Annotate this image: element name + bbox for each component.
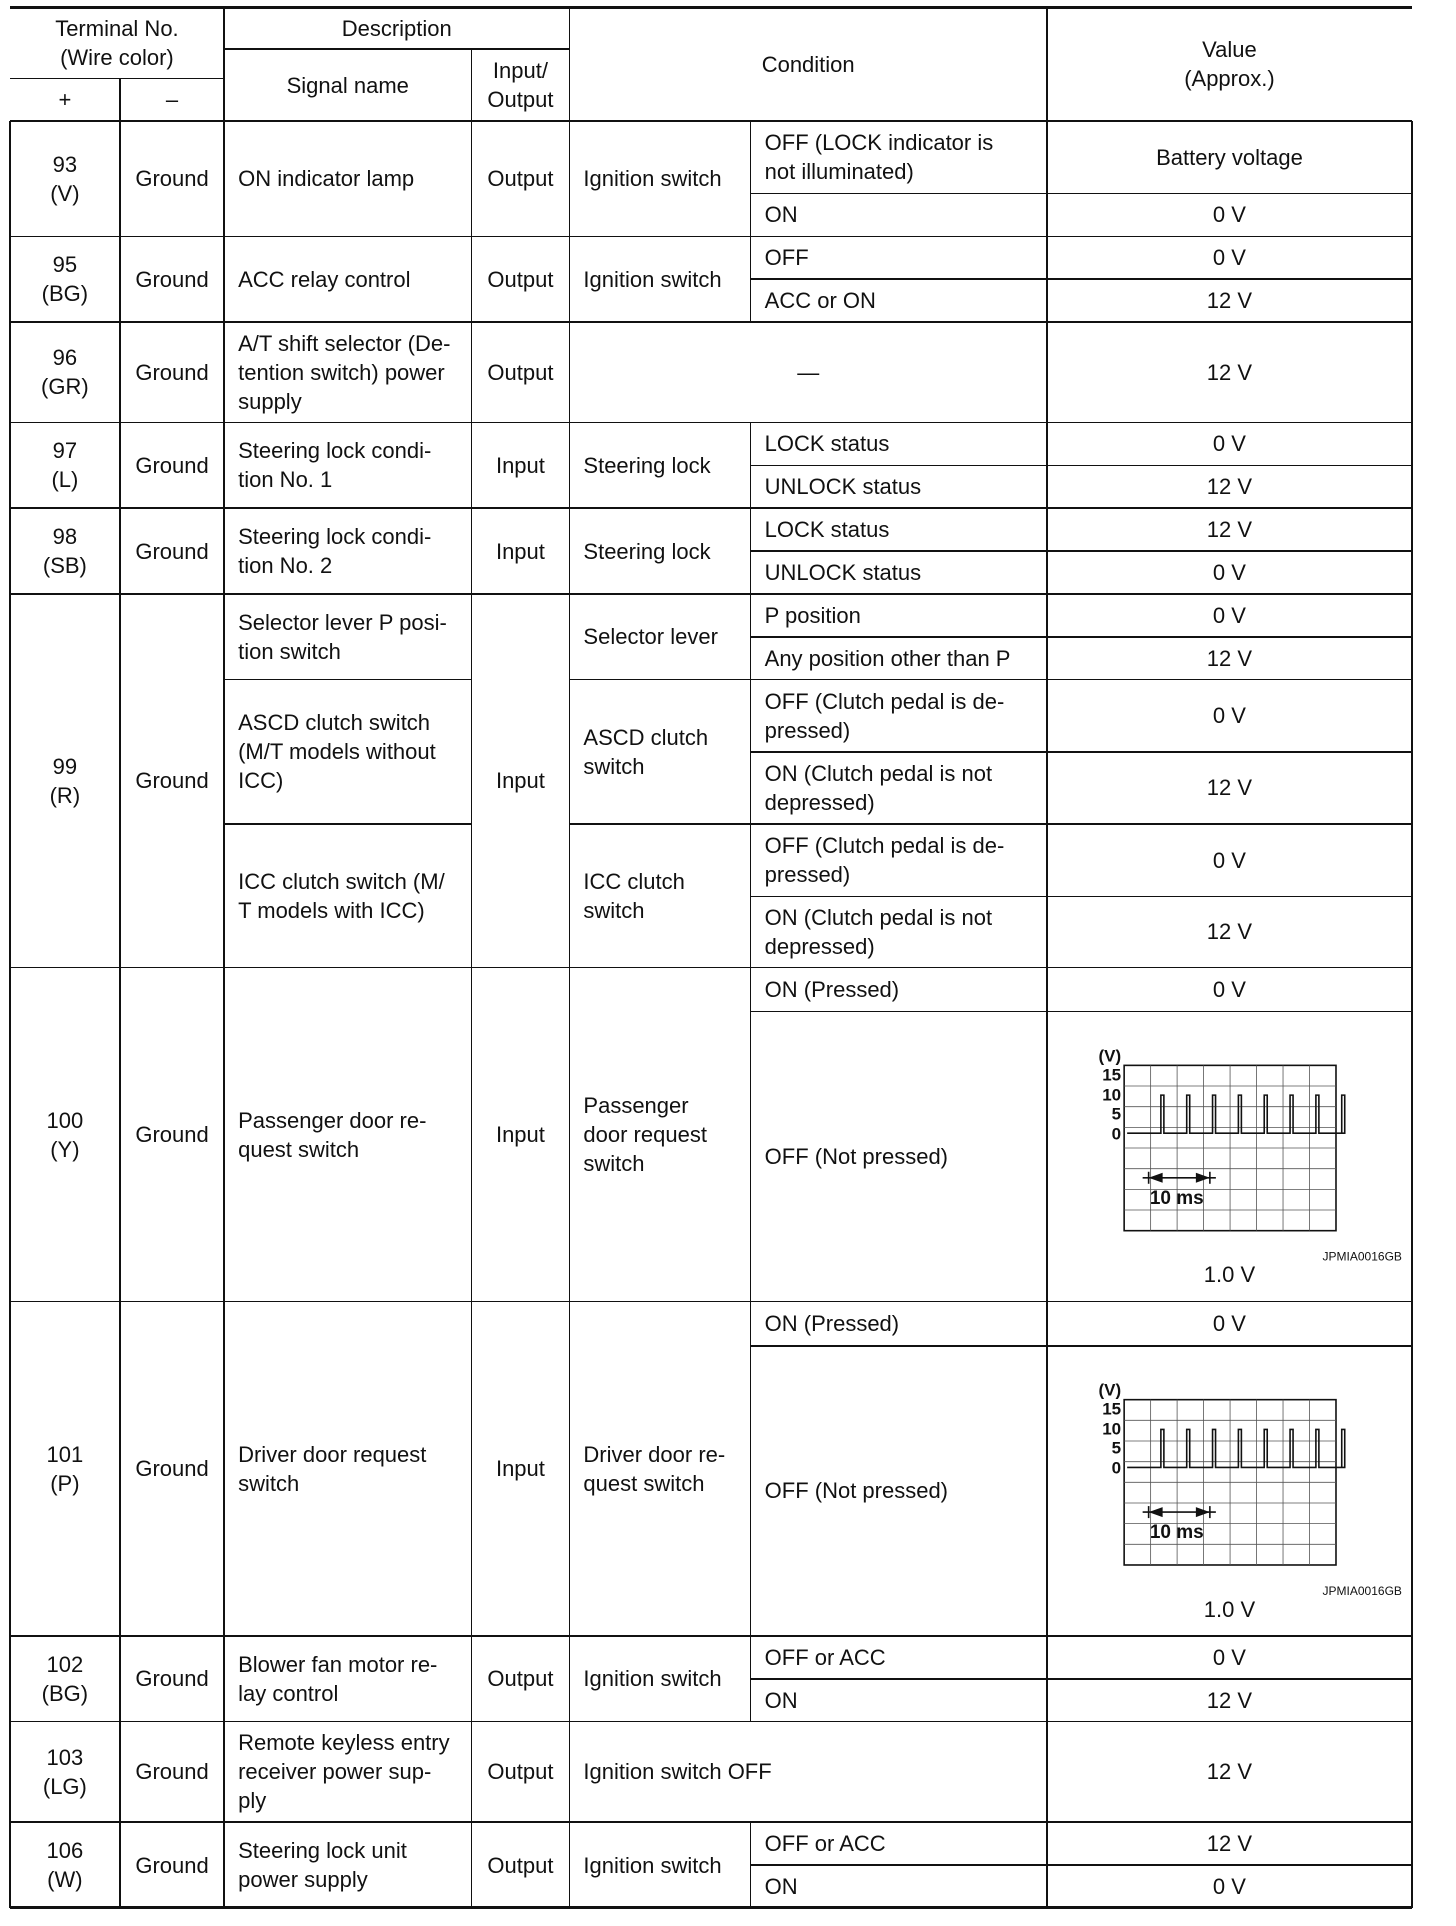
- condition-sub: [751, 1822, 1047, 1865]
- value-text-line: 0 V: [1212, 847, 1246, 873]
- value-text-line: 12 V: [1206, 645, 1253, 671]
- ground-label: [120, 1302, 224, 1636]
- condition-sub: [751, 1679, 1047, 1722]
- signal-name-line: ICC clutch switch (M/: [238, 868, 445, 894]
- condition-main: [569, 680, 750, 824]
- value-text: [1047, 896, 1412, 967]
- signal-name-line: ply: [238, 1788, 267, 1814]
- condition-main-line: ASCD clutch: [583, 724, 709, 750]
- condition-main-line: Ignition switch: [583, 166, 722, 192]
- waveform-frame: [1124, 1400, 1336, 1565]
- condition-sub-line: UNLOCK status: [764, 559, 922, 585]
- value-text-line: 0 V: [1212, 976, 1246, 1002]
- terminal-no-line: 97: [52, 438, 78, 464]
- condition-sub: [751, 896, 1047, 967]
- value-text-line: 0 V: [1212, 602, 1246, 628]
- signal-name-line: Steering lock condi-: [238, 438, 432, 464]
- ground-label: [120, 322, 224, 422]
- input-output-line: Input: [495, 1456, 545, 1482]
- condition-sub-line: depressed): [764, 933, 875, 959]
- value-text: [1047, 508, 1412, 551]
- condition-sub-line: ON (Clutch pedal is not: [764, 760, 993, 786]
- value-text: [1047, 1722, 1412, 1822]
- signal-name-line: Driver door request: [238, 1441, 427, 1467]
- header-description: [224, 7, 569, 49]
- terminal-no-line: 99: [52, 753, 78, 779]
- condition-main: [569, 422, 750, 508]
- signal-name-line: Passenger door re-: [238, 1107, 427, 1133]
- header-value-line: (Approx.): [1184, 66, 1275, 92]
- terminal-no-line: (V): [50, 180, 80, 206]
- value-text: [1047, 236, 1412, 279]
- condition-main-line: Passenger: [583, 1093, 689, 1119]
- value-text-line: 12 V: [1206, 1759, 1253, 1785]
- condition-sub-line: LOCK status: [764, 431, 890, 457]
- terminal-no: [10, 236, 120, 322]
- header-input-output: [471, 49, 569, 121]
- condition-sub-line: OFF (LOCK indicator is: [764, 130, 994, 156]
- value-text-line: 12 V: [1206, 1687, 1253, 1713]
- signal-name-line: ICC): [238, 768, 284, 794]
- value-text: [1047, 1865, 1412, 1908]
- terminal-no-line: (L): [51, 467, 79, 493]
- waveform-y-unit: (V): [1098, 1046, 1122, 1066]
- waveform-frame: [1124, 1065, 1336, 1230]
- condition-sub: [751, 967, 1047, 1011]
- terminal-no: [10, 967, 120, 1301]
- header-signal-name: [224, 49, 471, 121]
- value-text-line: 0 V: [1212, 559, 1246, 585]
- signal-name-line: Steering lock condi-: [238, 524, 432, 550]
- time-marker-arrow: [1149, 1173, 1163, 1183]
- input-output: [471, 422, 569, 508]
- terminal-no: [10, 1722, 120, 1822]
- condition-sub: [751, 637, 1047, 680]
- signal-name: [224, 1822, 471, 1908]
- signal-name-line: A/T shift selector (De-: [238, 330, 451, 356]
- ground-label-line: Ground: [135, 359, 209, 385]
- condition-main-line: switch: [583, 753, 645, 779]
- terminal-no: [10, 1302, 120, 1636]
- condition-sub-line: ON: [764, 1873, 798, 1899]
- condition-sub-line: ON (Pressed): [764, 976, 900, 1002]
- signal-name-line: switch: [238, 1470, 300, 1496]
- signal-name-line: T models with ICC): [238, 897, 425, 923]
- input-output-line: Output: [487, 1759, 554, 1785]
- condition-sub: [751, 551, 1047, 594]
- condition-sub-line: P position: [764, 602, 861, 628]
- value-text: [1047, 637, 1412, 680]
- ground-label-line: Ground: [135, 538, 209, 564]
- value-text: [1047, 1253, 1412, 1297]
- terminal-no-line: (GR): [41, 374, 89, 400]
- condition-sub-line: OFF (Clutch pedal is de-: [764, 688, 1005, 714]
- signal-name-line: tion No. 1: [238, 467, 333, 493]
- terminal-no-line: 98: [52, 524, 78, 550]
- condition-sub-line: depressed): [764, 789, 875, 815]
- terminal-no: [10, 422, 120, 508]
- condition-sub-line: pressed): [764, 717, 851, 743]
- ground-label-line: Ground: [135, 1456, 209, 1482]
- value-text-line: 0 V: [1212, 431, 1246, 457]
- signal-name: [224, 594, 471, 680]
- condition-main: [569, 1822, 750, 1908]
- header-terminal-no: [10, 7, 224, 78]
- value-text-line: 12 V: [1206, 359, 1253, 385]
- value-text: [1047, 551, 1412, 594]
- signal-name-line: (M/T models without: [238, 739, 436, 765]
- input-output-line: Output: [487, 266, 554, 292]
- terminal-no-line: (BG): [41, 1680, 89, 1706]
- value-text-line: 0 V: [1212, 1644, 1246, 1670]
- input-output: [471, 322, 569, 422]
- value-text-line: 0 V: [1212, 1873, 1246, 1899]
- terminal-no-line: (R): [49, 782, 81, 808]
- input-output: [471, 236, 569, 322]
- table-rule: [1411, 967, 1413, 1301]
- condition-sub-line: OFF (Not pressed): [764, 1478, 949, 1504]
- waveform-y-tick: 5: [1111, 1438, 1122, 1458]
- input-output: [471, 121, 569, 236]
- header-description-line: Description: [341, 15, 452, 41]
- terminal-no-line: 103: [46, 1744, 84, 1770]
- ground-label: [120, 1636, 224, 1722]
- input-output: [471, 967, 569, 1301]
- input-output-line: Input: [495, 768, 545, 794]
- header-minus: [120, 78, 224, 121]
- condition-sub-line: UNLOCK status: [764, 474, 922, 500]
- condition-sub: [751, 1302, 1047, 1346]
- value-text: [1047, 680, 1412, 752]
- header-signal-name-line: Signal name: [286, 72, 409, 98]
- input-output-line: Output: [487, 166, 554, 192]
- condition-main: [569, 121, 750, 236]
- terminal-no: [10, 1822, 120, 1908]
- input-output-line: Output: [487, 359, 554, 385]
- terminal-no: [10, 508, 120, 594]
- condition-sub: [751, 279, 1047, 322]
- header-value: [1047, 7, 1412, 121]
- header-condition-line: Condition: [761, 51, 855, 77]
- condition-main: [569, 594, 750, 680]
- input-output-line: Input: [495, 1122, 545, 1148]
- terminal-no-line: (LG): [42, 1773, 87, 1799]
- condition-sub: [751, 465, 1047, 508]
- signal-name-line: quest switch: [238, 1136, 360, 1162]
- condition-main-line: door request: [583, 1122, 707, 1148]
- condition-sub-line: Any position other than P: [764, 645, 1011, 671]
- condition-text: [569, 1722, 1047, 1822]
- condition-sub: [751, 1636, 1047, 1679]
- value-text-line: 1.0 V: [1203, 1262, 1256, 1288]
- value-text-line: 0 V: [1212, 1311, 1246, 1337]
- signal-name-line: tention switch) power: [238, 359, 445, 385]
- header-plus: [10, 78, 120, 121]
- value-text: [1047, 322, 1412, 422]
- terminal-no-line: 100: [46, 1107, 84, 1133]
- input-output-line: Output: [487, 1852, 554, 1878]
- value-text: [1047, 1636, 1412, 1679]
- waveform-y-tick: 15: [1102, 1399, 1122, 1419]
- ground-label-line: Ground: [135, 452, 209, 478]
- condition-sub: [751, 1346, 1047, 1636]
- header-terminal-no-line: (Wire color): [60, 44, 174, 70]
- terminal-no-line: (Y): [50, 1136, 80, 1162]
- waveform-y-tick: 10: [1102, 1085, 1122, 1105]
- condition-main: [569, 1636, 750, 1722]
- condition-sub-line: ACC or ON: [764, 288, 876, 314]
- value-text: [1047, 594, 1412, 637]
- time-marker-arrow: [1196, 1173, 1210, 1183]
- condition-sub: [751, 594, 1047, 637]
- time-marker-arrow: [1149, 1507, 1163, 1517]
- ground-label: [120, 121, 224, 236]
- condition-sub-line: not illuminated): [764, 159, 914, 185]
- table-rule: [1046, 7, 1048, 121]
- signal-name: [224, 967, 471, 1301]
- waveform-trace: [1127, 1095, 1345, 1133]
- condition-sub: [751, 1865, 1047, 1908]
- condition-main-line: ICC clutch: [583, 868, 685, 894]
- terminal-no-line: 96: [52, 345, 78, 371]
- value-text-line: 0 V: [1212, 202, 1246, 228]
- header-minus-line: –: [165, 87, 179, 113]
- condition-main-line: Steering lock: [583, 452, 711, 478]
- terminal-no-line: 101: [46, 1441, 84, 1467]
- waveform-y-unit: (V): [1098, 1380, 1122, 1400]
- terminal-no: [10, 1636, 120, 1722]
- terminal-no-line: (SB): [42, 553, 87, 579]
- condition-sub: [751, 752, 1047, 824]
- waveform-y-tick: 10: [1102, 1419, 1122, 1439]
- signal-name-line: receiver power sup-: [238, 1759, 432, 1785]
- condition-sub-line: OFF or ACC: [764, 1831, 886, 1857]
- condition-text-line: —: [797, 359, 820, 385]
- condition-sub-line: ON (Pressed): [764, 1311, 900, 1337]
- value-text-line: 12 V: [1206, 288, 1253, 314]
- condition-sub: [751, 1011, 1047, 1301]
- signal-name-line: Remote keyless entry: [238, 1730, 450, 1756]
- value-text-line: 0 V: [1212, 245, 1246, 271]
- terminal-no-line: (W): [47, 1867, 83, 1892]
- signal-name-line: ACC relay control: [238, 266, 411, 292]
- input-output: [471, 594, 569, 967]
- condition-sub-line: LOCK status: [764, 517, 890, 543]
- value-text: [1047, 1302, 1412, 1346]
- input-output: [471, 1822, 569, 1908]
- ground-label-line: Ground: [135, 166, 209, 192]
- value-text: [1047, 824, 1412, 896]
- condition-main-line: Ignition switch: [583, 1852, 722, 1878]
- header-terminal-no-line: Terminal No.: [55, 15, 179, 41]
- signal-name-line: Steering lock unit: [238, 1838, 407, 1863]
- condition-text-line: Ignition switch OFF: [583, 1759, 772, 1785]
- ground-label-line: Ground: [135, 1759, 209, 1785]
- condition-sub-line: ON: [764, 202, 798, 228]
- terminal-no-line: (P): [50, 1470, 80, 1496]
- condition-main-line: Ignition switch: [583, 1666, 722, 1692]
- ground-label: [120, 967, 224, 1301]
- input-output-line: Output: [487, 1666, 554, 1692]
- terminal-no: [10, 594, 120, 967]
- table-rule: [223, 7, 225, 121]
- signal-name-line: ASCD clutch switch: [238, 710, 431, 736]
- value-text: [1047, 967, 1412, 1011]
- waveform-image-id: JPMIA0016GB: [1322, 1583, 1402, 1598]
- terminal-no-line: 95: [52, 252, 78, 278]
- input-output: [471, 1722, 569, 1822]
- condition-main-line: switch: [583, 1151, 645, 1177]
- condition-main: [569, 967, 750, 1301]
- ground-label: [120, 422, 224, 508]
- condition-sub: [751, 824, 1047, 896]
- input-output-line: Input: [495, 538, 545, 564]
- waveform-time-label: 10 ms: [1149, 1522, 1204, 1544]
- ground-label-line: Ground: [135, 266, 209, 292]
- signal-name-line: power supply: [238, 1867, 368, 1892]
- value-text-line: 12 V: [1206, 775, 1253, 801]
- value-text: [1047, 422, 1412, 465]
- condition-sub: [751, 680, 1047, 752]
- condition-sub: [751, 422, 1047, 465]
- terminal-no: [10, 322, 120, 422]
- value-text: [1047, 752, 1412, 824]
- condition-sub-line: ON: [764, 1687, 798, 1713]
- condition-text: [569, 322, 1047, 422]
- condition-sub: [751, 193, 1047, 236]
- value-text: [1047, 193, 1412, 236]
- condition-main: [569, 236, 750, 322]
- waveform-time-label: 10 ms: [1149, 1187, 1204, 1209]
- condition-main: [569, 824, 750, 967]
- signal-name: [224, 236, 471, 322]
- signal-name: [224, 322, 471, 422]
- ground-label: [120, 236, 224, 322]
- condition-main: [569, 508, 750, 594]
- signal-name: [224, 121, 471, 236]
- signal-name: [224, 824, 471, 967]
- signal-name-line: Selector lever P posi-: [238, 609, 447, 635]
- condition-main-line: Selector lever: [583, 624, 718, 650]
- ground-label: [120, 1722, 224, 1822]
- condition-sub: [751, 121, 1047, 193]
- waveform-y-tick: 15: [1102, 1065, 1122, 1085]
- value-text: [1047, 1822, 1412, 1865]
- ground-label: [120, 508, 224, 594]
- signal-name: [224, 1636, 471, 1722]
- header-plus-line: +: [58, 87, 72, 113]
- value-text-line: Battery voltage: [1156, 144, 1303, 170]
- table-rule: [1411, 1302, 1413, 1636]
- condition-main-line: Steering lock: [583, 538, 711, 564]
- header-value-line: Value: [1202, 37, 1257, 63]
- value-text-line: 12 V: [1206, 919, 1253, 945]
- signal-name-line: tion switch: [238, 638, 341, 664]
- condition-main-line: switch: [583, 897, 645, 923]
- condition-sub-line: ON (Clutch pedal is not: [764, 904, 993, 930]
- terminal-no-line: (BG): [41, 281, 89, 307]
- value-text: [1047, 121, 1412, 193]
- input-output: [471, 1636, 569, 1722]
- terminal-no-line: 102: [46, 1651, 84, 1677]
- signal-name-line: lay control: [238, 1680, 339, 1706]
- waveform-y-tick: 0: [1111, 1124, 1122, 1144]
- condition-sub-line: OFF (Not pressed): [764, 1144, 949, 1170]
- ground-label-line: Ground: [135, 1122, 209, 1148]
- signal-name-line: Blower fan motor re-: [238, 1651, 438, 1677]
- waveform-image-id: JPMIA0016GB: [1322, 1249, 1402, 1264]
- waveform-y-tick: 5: [1111, 1104, 1122, 1124]
- value-text-line: 1.0 V: [1203, 1596, 1256, 1622]
- condition-sub-line: pressed): [764, 862, 851, 888]
- value-text-line: 12 V: [1206, 474, 1253, 500]
- input-output: [471, 508, 569, 594]
- time-marker-arrow: [1196, 1507, 1210, 1517]
- value-text: [1047, 1679, 1412, 1722]
- ground-label: [120, 594, 224, 967]
- condition-sub: [751, 508, 1047, 551]
- signal-name-line: tion No. 2: [238, 553, 333, 579]
- input-output: [471, 1302, 569, 1636]
- condition-sub-line: OFF (Clutch pedal is de-: [764, 833, 1005, 859]
- header-input-output-line: Input/: [492, 58, 548, 84]
- signal-name: [224, 508, 471, 594]
- condition-sub: [751, 236, 1047, 279]
- ground-label: [120, 1822, 224, 1908]
- value-text-line: 12 V: [1206, 1831, 1253, 1857]
- header-input-output-line: Output: [487, 87, 554, 113]
- signal-name: [224, 1302, 471, 1636]
- table-rule: [471, 49, 473, 121]
- condition-main-line: quest switch: [583, 1470, 705, 1496]
- condition-main-line: Driver door re-: [583, 1441, 726, 1467]
- terminal-no-line: 106: [46, 1838, 84, 1863]
- terminal-no-line: 93: [52, 151, 78, 177]
- ground-label-line: Ground: [135, 768, 209, 794]
- table-rule: [119, 78, 121, 121]
- signal-name-line: ON indicator lamp: [238, 166, 415, 192]
- value-text: [1047, 465, 1412, 508]
- signal-name: [224, 422, 471, 508]
- signal-name-line: supply: [238, 388, 302, 414]
- waveform-trace: [1127, 1429, 1345, 1467]
- ground-label-line: Ground: [135, 1852, 209, 1878]
- condition-sub-line: OFF or ACC: [764, 1644, 886, 1670]
- input-output-line: Input: [495, 452, 545, 478]
- value-text-line: 0 V: [1212, 703, 1246, 729]
- condition-main: [569, 1302, 750, 1636]
- value-text: [1047, 1587, 1412, 1631]
- waveform-y-tick: 0: [1111, 1458, 1122, 1478]
- terminal-no: [10, 121, 120, 236]
- table-rule: [569, 7, 571, 121]
- signal-name: [224, 680, 471, 824]
- condition-main-line: Ignition switch: [583, 266, 722, 292]
- condition-sub-line: OFF: [764, 245, 809, 271]
- value-text: [1047, 279, 1412, 322]
- value-text-line: 12 V: [1206, 517, 1253, 543]
- ground-label-line: Ground: [135, 1666, 209, 1692]
- header-condition: [569, 7, 1047, 121]
- signal-name: [224, 1722, 471, 1822]
